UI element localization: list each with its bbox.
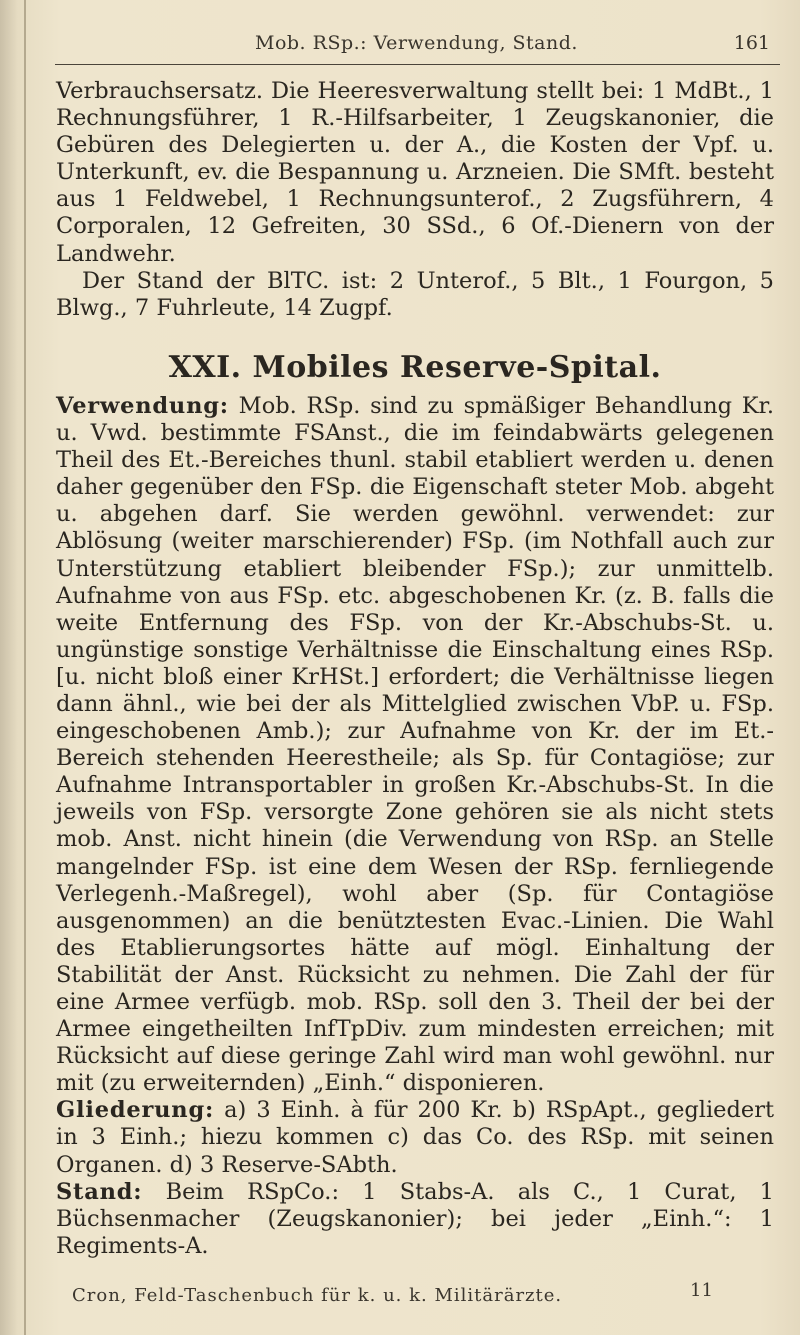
binding-gutter bbox=[24, 0, 26, 1335]
term-stand: Stand: bbox=[56, 1178, 143, 1205]
text-gliederung: a) 3 Einh. à für 200 Kr. b) RSpApt., gegliedert in 3 Einh.; hiezu kommen c) das Co. des RSp. mit seinen Organen. d) 3 Reserve-SAbth. bbox=[56, 1097, 775, 1178]
signature-mark: 11 bbox=[690, 1280, 713, 1301]
text-stand: Beim RSpCo.: 1 Stabs-A. als C., 1 Curat, 1 Büchsenmacher (Zeugskanonier); bei jeder „Einh.“: 1 Regiments-A. bbox=[56, 1178, 775, 1259]
page-header bbox=[55, 30, 780, 65]
term-verwendung: Verwendung: bbox=[56, 392, 229, 419]
section-heading: XXI. Mobiles Reserve-Spital. bbox=[168, 349, 662, 385]
page-number: 161 bbox=[733, 32, 770, 54]
term-gliederung: Gliederung: bbox=[56, 1097, 215, 1124]
footer-credit: Cron, Feld-Taschenbuch für k. u. k. Militärärzte. bbox=[72, 1285, 563, 1306]
paragraph-bltc-strength: Der Stand der BlTC. ist: 2 Unterof., 5 Blt., 1 Fourgon, 5 Blwg., 7 Fuhrleute, 14 Zugpf. bbox=[56, 267, 774, 321]
paragraph-stand bbox=[56, 1179, 774, 1260]
paragraph-consumption: Verbrauchsersatz. Die Heeresverwaltung stellt bei: 1 MdBt., 1 Rechnungsführer, 1 R.-Hilfsarbeiter, 1 Zeugskanonier, die Gebüren des Delegierten u. der A., die Kosten der Vpf. u. Unterkunft, ev. die Bespannung u. Arzneien. Die SMft. besteht aus 1 Feldwebel, 1 Rechnungsunterof., 2 Zugsführern, 4 Corporalen, 12 Gefreiten, 30 SSd., 6 Of.-Dienern von der Landwehr. bbox=[56, 78, 774, 267]
page-body bbox=[56, 78, 774, 1260]
paragraph-verwendung bbox=[56, 393, 774, 1097]
paragraph-gliederung bbox=[56, 1097, 774, 1178]
running-head: Mob. RSp.: Verwendung, Stand. bbox=[255, 32, 578, 54]
text-verwendung: Mob. RSp. sind zu spmäßiger Behandlung Kr. u. Vwd. bestimmte FSAnst., die im feindabwärts gelegenen Theil des Et.-Bereiches thunl. stabil etabliert werden u. denen daher gegenüber den FSp. die Eigenschaft steter Mob. abgeht u. abgehen darf. Sie werden gewöhnl. verwendet: zur Ablösung (weiter marschierender) FSp. (im Nothfall auch zur Unterstützung etabliert bleibender FSp.); zur unmittelb. Aufnahme von aus FSp. etc. abgeschobenen Kr. (z. B. falls die weite Entfernung des FSp. von der Kr.-Abschubs-St. u. ungünstige sonstige Verhältnisse die Einschaltung eines RSp. [u. nicht bloß einer KrHSt.] erfordert; die Verhältnisse liegen dann ähnl., wie bei der als Mittelglied zwischen VbP. u. FSp. eingeschobenen Amb.); zur Aufnahme von Kr. der im Et.-Bereich stehenden Heerestheile; als Sp. für Contagiöse; zur Aufnahme Intransportabler in großen Kr.-Abschubs-St. In die jeweils von FSp. versorgte Zone gehören sie als nicht stets mob. Anst. nicht hinein (die Verwendung von RSp. an Stelle mangelnder FSp. ist eine dem Wesen der RSp. fernliegende Verlegenh.-Maßregel), wohl aber (Sp. für Contagiöse ausgenommen) an die benütztesten Evac.-Linien. Die Wahl des Etablierungsortes hätte auf mögl. Einhaltung der Stabilität der Anst. Rücksicht zu nehmen. Die Zahl der für eine Armee verfügb. mob. RSp. soll den 3. Theil der bei der Armee eingetheilten InfTpDiv. zum mindesten erreichen; mit Rücksicht auf diese geringe Zahl wird man wohl gewöhnl. nur mit (zu erweiternden) „Einh.“ disponieren. bbox=[56, 392, 774, 1097]
